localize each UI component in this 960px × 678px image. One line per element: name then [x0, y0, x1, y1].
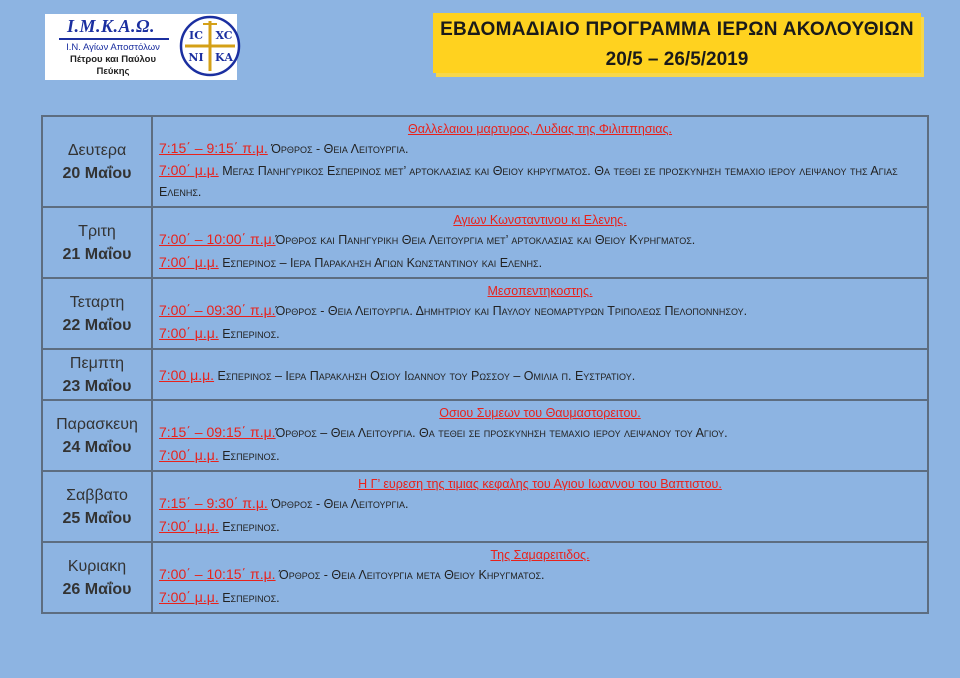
- services-cell: [152, 116, 928, 207]
- service-time: 7:15΄ – 09:15΄ π.μ.: [159, 424, 276, 440]
- service-description: Όρθρος - Θεια Λειτουργια.: [267, 497, 409, 511]
- service-time: 7:00΄ μ.μ.: [159, 162, 219, 178]
- service-description: Όρθρος - Θεια Λειτουργια μετα Θειου Κηρυγματος.: [275, 568, 545, 582]
- service-time: 7:00΄ μ.μ.: [159, 325, 219, 341]
- service-time: 7:15΄ – 9:30΄ π.μ.: [159, 495, 268, 511]
- service-entry: [159, 299, 921, 322]
- service-description: Εσπερινος.: [218, 520, 280, 534]
- feast-title: Θαλλελαιου μαρτυρος, Λυδιας της Φιλιππησιας.: [407, 122, 673, 136]
- day-name: Δευτερα: [67, 141, 127, 159]
- service-entry: [159, 364, 921, 387]
- service-description: Όρθρος – Θεια Λειτουργια. Θα τεθει σε προσκυνηση τεμαχιο ιερου λειψανου του Αγιου.: [275, 426, 728, 440]
- day-cell: [42, 278, 152, 349]
- service-time: 7:00 μ.μ.: [159, 366, 215, 383]
- services-cell: [152, 207, 928, 278]
- service-time: 7:00΄ μ.μ.: [159, 589, 219, 605]
- day-row: [42, 116, 928, 207]
- service-description: Εσπερινος.: [218, 591, 280, 605]
- page-title: ΕΒΔΟΜΑΔΙΑΙΟ ΠΡΟΓΡΑΜΜΑ ΙΕΡΩΝ ΑΚΟΛΟΥΘΙΩΝ: [440, 19, 914, 40]
- service-entry: [159, 515, 921, 538]
- day-name: Τεταρτη: [69, 293, 125, 311]
- service-time: 7:00΄ – 10:15΄ π.μ.: [159, 566, 276, 582]
- service-time: 7:00΄ – 09:30΄ π.μ.: [159, 302, 276, 318]
- service-entry: [159, 586, 921, 609]
- service-time: 7:00΄ μ.μ.: [159, 447, 219, 463]
- seal-ka-text: ΚΑ: [214, 51, 234, 64]
- logo-parish-saints: Πέτρου και Παύλου: [69, 54, 157, 65]
- service-entry: [159, 160, 921, 203]
- service-time: 7:00΄ μ.μ.: [159, 518, 219, 534]
- day-name: Παρασκευη: [56, 415, 138, 433]
- date-range: 20/5 – 26/5/2019: [605, 49, 749, 70]
- feast-title: Μεσοπεντηκοστης.: [487, 284, 593, 298]
- day-cell: [42, 349, 152, 400]
- services-cell: [152, 278, 928, 349]
- day-cell: [42, 471, 152, 542]
- service-description: Μεγας Πανηγυρικος Εσπερινος μετ’ αρτοκλασιας και Θειου κηρυγματος. Θα τεθει σε προσκυνηση τεμαχιο ιερου λειψανου της Αγιας Ελενης.: [159, 164, 898, 199]
- service-entry: [159, 444, 921, 467]
- day-cell: [42, 116, 152, 207]
- services-cell: [152, 400, 928, 471]
- feast-title: Αγιων Κωνσταντινου κι Ελενης.: [453, 213, 627, 227]
- service-entry: [159, 137, 921, 160]
- day-date: 20 Μαΐου: [62, 164, 132, 182]
- seal-ic-text: ΙC: [189, 29, 203, 42]
- day-name: Σαββατο: [66, 486, 128, 504]
- day-row: [42, 400, 928, 471]
- services-cell: [152, 349, 928, 400]
- day-date: 24 Μαΐου: [62, 438, 132, 456]
- services-cell: [152, 471, 928, 542]
- day-row: [42, 278, 928, 349]
- schedule-table: [41, 115, 929, 614]
- service-entry: [159, 228, 921, 251]
- service-description: Εσπερινος.: [218, 327, 280, 341]
- day-cell: [42, 207, 152, 278]
- day-date: 26 Μαΐου: [62, 580, 132, 598]
- service-entry: [159, 421, 921, 444]
- day-cell: [42, 400, 152, 471]
- logo-title: Ι.Μ.Κ.Α.Ω.: [67, 16, 155, 36]
- service-time: 7:00΄ μ.μ.: [159, 254, 219, 270]
- logo-underline: [59, 38, 169, 40]
- day-date: 25 Μαΐου: [62, 509, 132, 527]
- service-time: 7:15΄ – 9:15΄ π.μ.: [159, 140, 268, 156]
- ic-xc-nika-seal-icon: [179, 15, 241, 77]
- service-description: Όρθρος - Θεια Λειτουργια. Δημητριου και Παυλου νεομαρτυρων Τριπολεως Πελοποννησου.: [275, 304, 748, 318]
- service-time: 7:00΄ – 10:00΄ π.μ.: [159, 231, 276, 247]
- day-date: 22 Μαΐου: [62, 316, 132, 334]
- service-entry: [159, 563, 921, 586]
- day-name: Κυριακη: [67, 557, 127, 575]
- day-date: 21 Μαΐου: [62, 245, 132, 263]
- service-description: Όρθρος και Πανηγυρικη Θεια Λειτουργια μετ’ αρτοκλασιας και Θειου Κυρηγματος.: [275, 233, 696, 247]
- service-description: Εσπερινος.: [218, 449, 280, 463]
- service-entry: [159, 492, 921, 515]
- day-row: [42, 207, 928, 278]
- service-description: Εσπερινος – Ιερα Παρακληση Αγιων Κωνσταντινου και Ελενης.: [218, 256, 543, 270]
- schedule-header: [433, 13, 921, 73]
- service-description: Εσπερινος – Ιερα Παρακληση Οσιου Ιωαννου του Ρωσσου – Ομιλια π. Ευστρατιου.: [214, 368, 636, 383]
- day-name: Πεμπτη: [69, 354, 125, 372]
- service-description: Όρθρος - Θεια Λειτουργια.: [267, 142, 409, 156]
- day-row: [42, 349, 928, 400]
- feast-title: Οσιου Συμεων του Θαυμαστορειτου.: [439, 406, 641, 420]
- logo-parish: Ι.Ν. Αγίων Αποστόλων: [66, 42, 160, 53]
- service-entry: [159, 322, 921, 345]
- day-row: [42, 471, 928, 542]
- seal-xc-text: XC: [215, 29, 233, 42]
- day-row: [42, 542, 928, 613]
- day-cell: [42, 542, 152, 613]
- feast-title: Της Σαμαρειτιδος.: [490, 548, 590, 562]
- seal-ni-text: ΝΙ: [188, 51, 204, 64]
- day-name: Τριτη: [78, 222, 116, 240]
- feast-title: Η Γ’ ευρεση της τιμιας κεφαλης του Αγιου Ιωαννου του Βαπτιστου.: [358, 477, 722, 491]
- day-date: 23 Μαΐου: [62, 377, 132, 395]
- services-cell: [152, 542, 928, 613]
- logo: [45, 14, 237, 80]
- service-entry: [159, 251, 921, 274]
- logo-parish-place: Πεύκης: [96, 66, 130, 77]
